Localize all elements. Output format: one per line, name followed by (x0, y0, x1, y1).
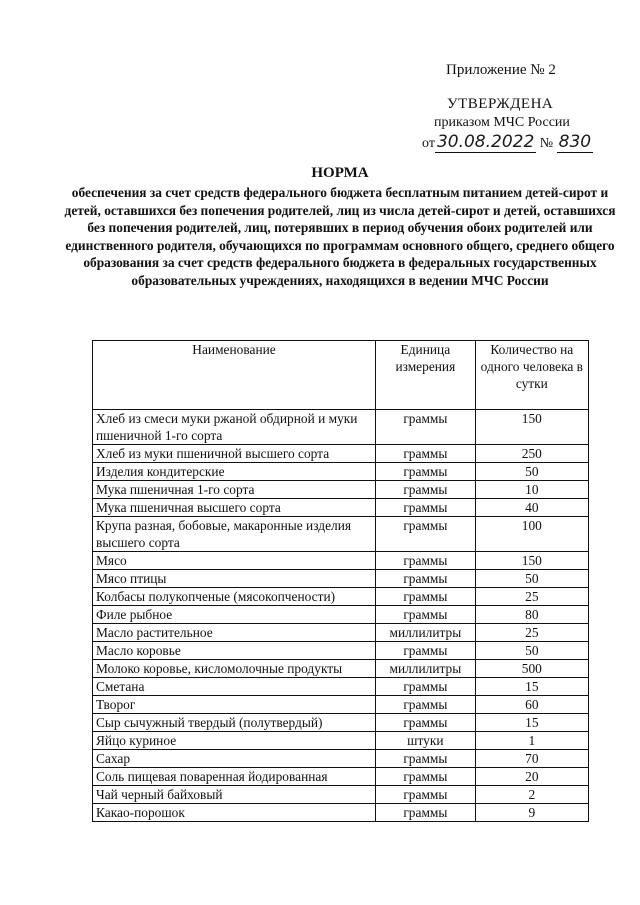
cell-name: Мука пшеничная высшего сорта (93, 499, 376, 517)
number-prefix: № (539, 136, 554, 151)
cell-name: Крупа разная, бобовые, макаронные изделия высшего сорта (93, 517, 376, 552)
cell-unit: граммы (376, 463, 476, 481)
cell-unit: граммы (376, 642, 476, 660)
cell-unit: граммы (376, 696, 476, 714)
cell-name: Хлеб из муки пшеничной высшего сорта (93, 445, 376, 463)
cell-unit: граммы (376, 410, 476, 445)
cell-qty: 20 (475, 768, 588, 786)
header-qty: Количество на одного человека в сутки (475, 341, 588, 410)
cell-name: Молоко коровье, кисломолочные продукты (93, 660, 376, 678)
table-row (93, 660, 589, 678)
table-header-row (93, 341, 589, 410)
cell-qty: 150 (475, 410, 588, 445)
cell-qty: 70 (475, 750, 588, 768)
document-subtitle: обеспечения за счет средств федерального бюджета бесплатным питанием детей-сирот и детей, оставшихся без попечения родителей, лиц из числа детей-сирот и детей, оставшихся без попечения родителей, лиц, потерявших в период обучения обоих родителей или единственного родителя, обучающихся по программам основного общего, среднего общего образования за счет средств федерального бюджета в федеральных государственных образовательных учреждениях, находящихся в ведении МЧС России (64, 185, 616, 288)
header-name: Наименование (93, 341, 376, 410)
table-row (93, 786, 589, 804)
cell-qty: 2 (475, 786, 588, 804)
norms-table (92, 340, 589, 822)
cell-unit: граммы (376, 481, 476, 499)
table-row (93, 570, 589, 588)
cell-name: Мясо (93, 552, 376, 570)
cell-unit: граммы (376, 570, 476, 588)
cell-unit: граммы (376, 552, 476, 570)
cell-qty: 50 (475, 642, 588, 660)
title-block (60, 165, 620, 289)
order-date: 30.08.2022 (436, 132, 535, 152)
cell-qty: 15 (475, 678, 588, 696)
table-row (93, 588, 589, 606)
cell-name: Мука пшеничная 1-го сорта (93, 481, 376, 499)
cell-unit: граммы (376, 804, 476, 822)
cell-unit: граммы (376, 588, 476, 606)
table-row (93, 624, 589, 642)
table-row (93, 714, 589, 732)
cell-name: Изделия кондитерские (93, 463, 376, 481)
table-row (93, 678, 589, 696)
cell-unit: граммы (376, 768, 476, 786)
order-number: 830 (558, 132, 592, 152)
table-row (93, 552, 589, 570)
table-body (93, 410, 589, 822)
cell-qty: 40 (475, 499, 588, 517)
cell-unit: штуки (376, 732, 476, 750)
cell-unit: граммы (376, 517, 476, 552)
cell-qty: 50 (475, 570, 588, 588)
cell-unit: граммы (376, 786, 476, 804)
approved-stamp-text: УТВЕРЖДЕНА (447, 96, 554, 112)
cell-qty: 150 (475, 552, 588, 570)
cell-qty: 60 (475, 696, 588, 714)
appendix-label: Приложение № 2 (446, 62, 556, 78)
cell-name: Сыр сычужный твердый (полутвердый) (93, 714, 376, 732)
table-row (93, 410, 589, 445)
header-unit: Единица измерения (376, 341, 476, 410)
cell-name: Сметана (93, 678, 376, 696)
cell-qty: 250 (475, 445, 588, 463)
table-row (93, 732, 589, 750)
cell-qty: 15 (475, 714, 588, 732)
document-title: НОРМА (311, 165, 369, 181)
cell-unit: граммы (376, 678, 476, 696)
cell-name: Хлеб из смеси муки ржаной обдирной и муки пшеничной 1-го сорта (93, 410, 376, 445)
table-row (93, 499, 589, 517)
cell-unit: граммы (376, 606, 476, 624)
table-row (93, 463, 589, 481)
cell-qty: 25 (475, 588, 588, 606)
cell-unit: граммы (376, 499, 476, 517)
cell-name: Филе рыбное (93, 606, 376, 624)
cell-qty: 50 (475, 463, 588, 481)
cell-name: Соль пищевая поваренная йодированная (93, 768, 376, 786)
cell-qty: 80 (475, 606, 588, 624)
cell-qty: 25 (475, 624, 588, 642)
order-date-number (422, 132, 593, 152)
table-row (93, 750, 589, 768)
cell-qty: 500 (475, 660, 588, 678)
cell-name: Яйцо куриное (93, 732, 376, 750)
cell-name: Чай черный байховый (93, 786, 376, 804)
table-row (93, 517, 589, 552)
cell-unit: граммы (376, 445, 476, 463)
cell-qty: 10 (475, 481, 588, 499)
table-row (93, 642, 589, 660)
cell-qty: 9 (475, 804, 588, 822)
table-row (93, 768, 589, 786)
cell-name: Масло растительное (93, 624, 376, 642)
cell-name: Масло коровье (93, 642, 376, 660)
cell-name: Колбасы полукопченые (мясокопчености) (93, 588, 376, 606)
cell-unit: миллилитры (376, 624, 476, 642)
table-row (93, 696, 589, 714)
cell-qty: 100 (475, 517, 588, 552)
table-row (93, 481, 589, 499)
table-row (93, 804, 589, 822)
cell-name: Какао-порошок (93, 804, 376, 822)
cell-unit: граммы (376, 750, 476, 768)
cell-name: Сахар (93, 750, 376, 768)
cell-name: Творог (93, 696, 376, 714)
table-row (93, 445, 589, 463)
cell-unit: миллилитры (376, 660, 476, 678)
date-prefix: от (422, 136, 435, 151)
cell-unit: граммы (376, 714, 476, 732)
cell-name: Мясо птицы (93, 570, 376, 588)
order-reference: приказом МЧС России (434, 115, 570, 130)
cell-qty: 1 (475, 732, 588, 750)
table-row (93, 606, 589, 624)
